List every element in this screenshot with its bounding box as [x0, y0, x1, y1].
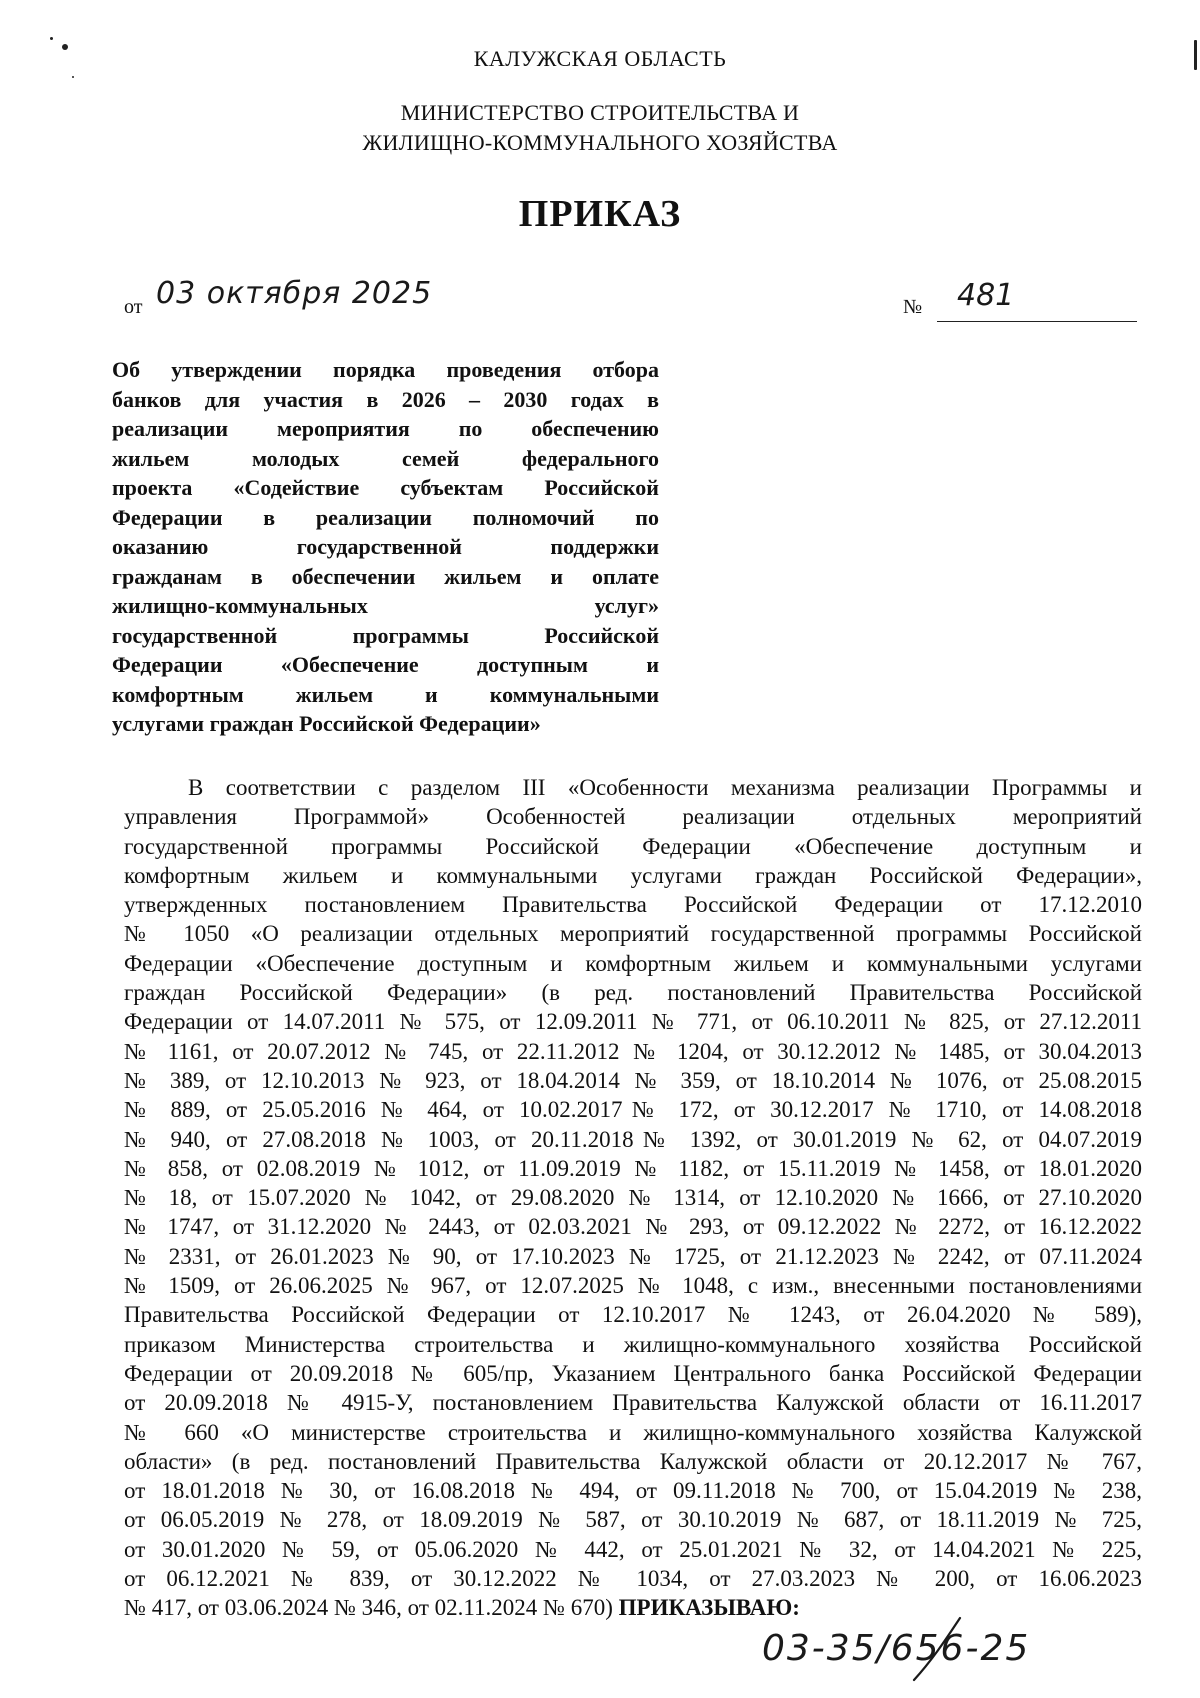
- subject-line: гражданам в обеспечении жильем и оплате: [112, 563, 659, 589]
- body-line: № 940, от 27.08.2018 № 1003, от 20.11.2018№ 1392, от 30.01.2019 № 62, от 04.07.2019: [124, 1126, 1142, 1152]
- body-line: области» (в ред. постановлений Правительства Калужской области от 20.12.2017 № 767,: [124, 1448, 1142, 1474]
- body-line: № 1161, от 20.07.2012 № 745, от 22.11.2012 № 1204, от 30.12.2012 № 1485, от 30.04.2013: [124, 1038, 1142, 1064]
- order-preamble: [124, 773, 1142, 1623]
- order-subject: [112, 355, 659, 739]
- subject-line: услугами граждан Российской Федерации»: [112, 711, 541, 736]
- subject-line: комфортным жильем и коммунальными: [112, 681, 659, 707]
- subject-line: реализации мероприятия по обеспечению: [112, 416, 659, 441]
- body-line: утвержденных постановлением Правительства Российской Федерации от 17.12.2010: [124, 892, 1142, 918]
- body-line: Федерации от 14.07.2011 № 575, от 12.09.2011 № 771, от 06.10.2011 № 825, от 27.12.2011: [124, 1009, 1142, 1035]
- subject-line: Федерации в реализации полномочий по: [112, 504, 659, 530]
- body-line: комфортным жильем и коммунальными услугами граждан Российской Федерации»,: [124, 862, 1142, 888]
- body-line: № 18, от 15.07.2020 № 1042, от 29.08.2020 № 1314, от 12.10.2020 № 1666, от 27.10.2020: [124, 1185, 1142, 1211]
- document-type-title: ПРИКАЗ: [518, 193, 682, 235]
- body-line: № 660 «О министерстве строительства и жилищно-коммунального хозяйства Калужской: [124, 1419, 1142, 1445]
- body-line: № 389, от 12.10.2013 № 923, от 18.04.2014 № 359, от 18.10.2014 № 1076, от 25.08.2015: [124, 1067, 1142, 1093]
- handwritten-date: 03 октября 2025: [156, 276, 433, 311]
- ministry-name-line: МИНИСТЕРСТВО СТРОИТЕЛЬСТВА И: [400, 100, 800, 125]
- subject-line: проекта «Содействие субъектам Российской: [112, 475, 659, 500]
- body-line: № 1509, от 26.06.2025 № 967, от 12.07.2025 № 1048, с изм., внесенными постановлениями: [124, 1273, 1142, 1299]
- body-line: государственной программы Российской Федерации «Обеспечение доступным и: [124, 833, 1142, 859]
- body-line: граждан Российской Федерации» (в ред. постановлений Правительства Российской: [124, 980, 1142, 1006]
- order-directive-word: ПРИКАЗЫВАЮ:: [618, 1595, 800, 1621]
- number-sign: №: [903, 296, 923, 318]
- region-title: КАЛУЖСКАЯ ОБЛАСТЬ: [473, 46, 727, 71]
- ministry-name-line: ЖИЛИЩНО-КОММУНАЛЬНОГО ХОЗЯЙСТВА: [362, 130, 838, 155]
- body-line: Федерации «Обеспечение доступным и комфортным жильем и коммунальными услугами: [124, 950, 1142, 976]
- date-prefix: от: [124, 296, 143, 318]
- order-number: [903, 280, 1143, 320]
- subject-line: банков для участия в 2026 – 2030 годах в: [112, 386, 659, 412]
- body-line: № 417, от 03.06.2024 № 346, от 02.11.2024 № 670): [124, 1595, 613, 1621]
- subject-line: оказанию государственной поддержки: [112, 534, 659, 559]
- subject-line: Федерации «Обеспечение доступным и: [112, 652, 659, 677]
- number-underline: [937, 321, 1137, 322]
- body-line: от 20.09.2018 № 4915-У, постановлением Правительства Калужской области от 16.11.2017: [124, 1390, 1142, 1416]
- handwritten-registration-number: 03-35/656-25: [762, 1628, 1031, 1669]
- scan-speck: [72, 76, 74, 78]
- handwritten-number: 481: [957, 278, 1015, 313]
- subject-line: Об утверждении порядка проведения отбора: [112, 357, 659, 382]
- body-line: от 30.01.2020 № 59, от 05.06.2020 № 442, от 25.01.2021 № 32, от 14.04.2021 № 225,: [124, 1536, 1142, 1562]
- body-line: № 1747, от 31.12.2020 № 2443, от 02.03.2021 № 293, от 09.12.2022 № 2272, от 16.12.2022: [124, 1214, 1142, 1240]
- body-line: В соответствии с разделом III «Особенности механизма реализации Программы и: [188, 775, 1142, 800]
- body-line: № 2331, от 26.01.2023 № 90, от 17.10.2023 № 1725, от 21.12.2023 № 2242, от 07.11.2024: [124, 1243, 1142, 1269]
- body-line: от 06.05.2019 № 278, от 18.09.2019 № 587, от 30.10.2019 № 687, от 18.11.2019 № 725,: [124, 1507, 1142, 1533]
- body-line: Правительства Российской Федерации от 12.10.2017 № 1243, от 26.04.2020 № 589),: [124, 1302, 1142, 1328]
- body-line: от 06.12.2021 № 839, от 30.12.2022 № 1034, от 27.03.2023 № 200, от 16.06.2023: [124, 1566, 1142, 1592]
- body-line: управления Программой» Особенностей реализации отдельных мероприятий: [124, 804, 1142, 830]
- body-line: № 889, от 25.05.2016 № 464, от 10.02.2017№ 172, от 30.12.2017 № 1710, от 14.08.2018: [124, 1097, 1142, 1123]
- body-line-last: [124, 1593, 1142, 1622]
- ministry-name: [0, 98, 1200, 158]
- subject-line: жилищно-коммунальных услуг»: [112, 593, 659, 618]
- body-line: № 858, от 02.08.2019 № 1012, от 11.09.2019 № 1182, от 15.11.2019 № 1458, от 18.01.2020: [124, 1155, 1142, 1181]
- subject-line: государственной программы Российской: [112, 622, 659, 648]
- subject-line: жильем молодых семей федерального: [112, 445, 659, 471]
- body-line: № 1050 «О реализации отдельных мероприятий государственной программы Российской: [124, 921, 1142, 947]
- body-line: приказом Министерства строительства и жилищно-коммунального хозяйства Российской: [124, 1331, 1142, 1357]
- scan-speck: [50, 37, 53, 40]
- body-line: Федерации от 20.09.2018 № 605/пр, Указанием Центрального банка Российской Федерации: [124, 1360, 1142, 1386]
- body-line: от 18.01.2018 № 30, от 16.08.2018 № 494, от 09.11.2018 № 700, от 15.04.2019 № 238,: [124, 1478, 1142, 1504]
